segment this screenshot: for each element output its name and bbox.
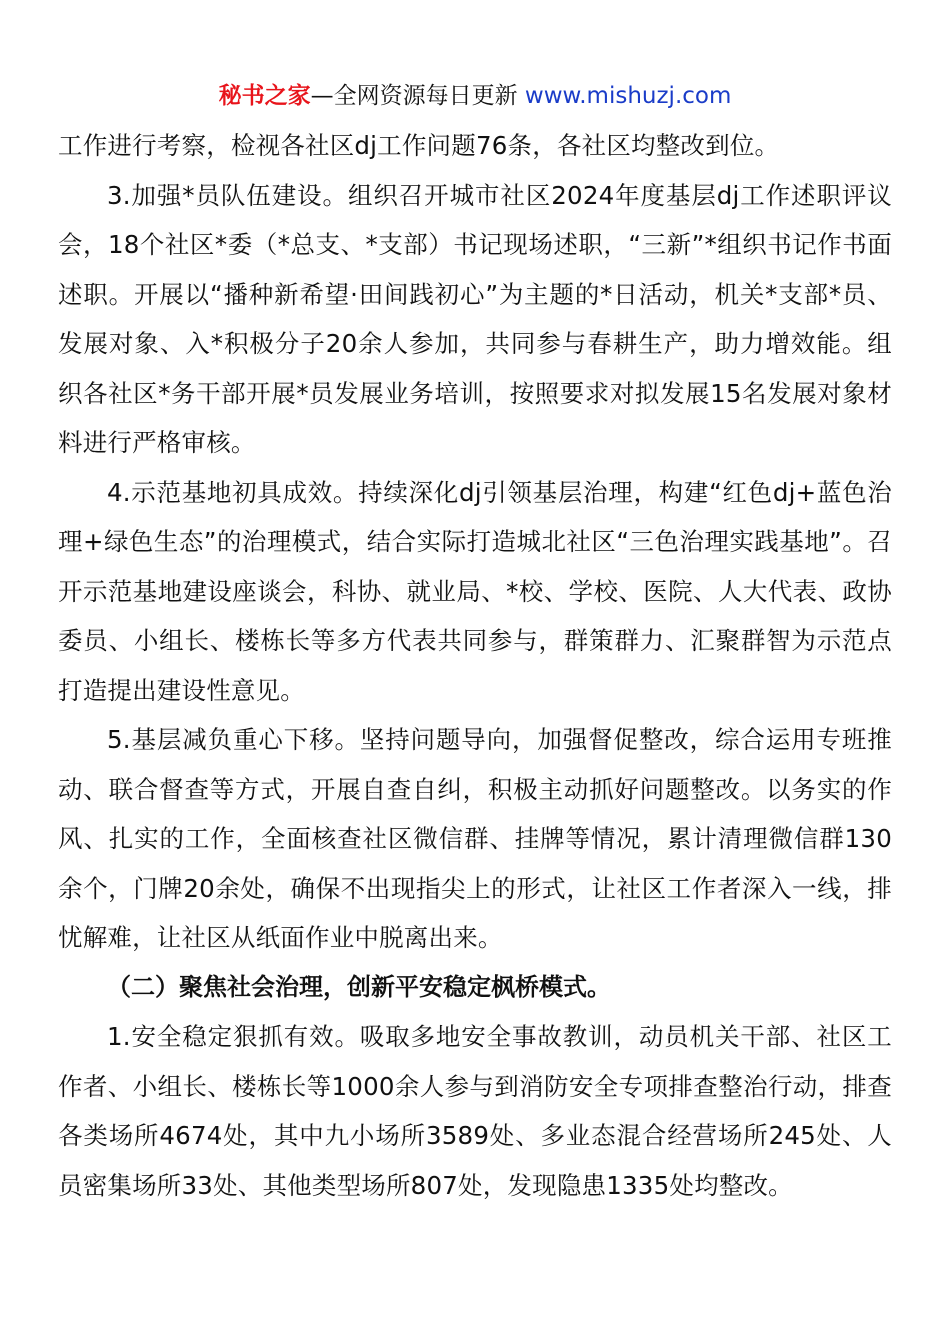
brand-slogan: 全网资源每日更新 — [333, 83, 518, 109]
paragraph-safety-stability: 1.安全稳定狠抓有效。吸取多地安全事故教训，动员机关干部、社区工作者、小组长、楼栋长等1000余人参与到消防安全专项排查整治行动，排查各类场所4674处，其中九小场所3589处、多业态混合经营场所245处、人员密集场所33处、其他类型场所807处，发现隐患1335处均整改。 — [58, 1022, 892, 1200]
paragraph-burden-reduction: 5.基层减负重心下移。坚持问题导向，加强督促整改，综合运用专班推动、联合督查等方式，开展自查自纠，积极主动抓好问题整改。以务实的作风、扎实的工作，全面核查社区微信群、挂牌等情况，累计清理微信群130余个，门牌20余处，确保不出现指尖上的形式，让社区工作者深入一线，排忧解难，让社区从纸面作业中脱离出来。 — [58, 725, 892, 952]
brand-dash: — — [310, 83, 334, 109]
brand-url-link[interactable]: www.mishuzj.com — [524, 83, 732, 109]
paragraph-demo-base: 4.示范基地初具成效。持续深化dj引领基层治理，构建“红色dj+蓝色治理+绿色生态”的治理模式，结合实际打造城北社区“三色治理实践基地”。召开示范基地建设座谈会，科协、就业局、*校、学校、医院、人大代表、政协委员、小组长、楼栋长等多方代表共同参与，群策群力、汇聚群智为示范点打造提出建设性意见。 — [58, 477, 892, 705]
site-header — [0, 80, 950, 112]
document-body — [58, 121, 892, 1210]
section-heading: （二）聚焦社会治理，创新平安稳定枫桥模式。 — [107, 972, 611, 1001]
paragraph-continuation: 工作进行考察，检视各社区dj工作问题76条，各社区均整改到位。 — [58, 131, 780, 160]
paragraph-party-member-team: 3.加强*员队伍建设。组织召开城市社区2024年度基层dj工作述职评议会，18个社区*委（*总支、*支部）书记现场述职，“三新”*组织书记作书面述职。开展以“播种新希望·田间践初心”为主题的*日活动，机关*支部*员、发展对象、入*积极分子20余人参加，共同参与春耕生产，助力增效能。组织各社区*务干部开展*员发展业务培训，按照要求对拟发展15名发展对象材料进行严格审核。 — [58, 180, 892, 457]
brand-name: 秘书之家 — [218, 83, 311, 109]
